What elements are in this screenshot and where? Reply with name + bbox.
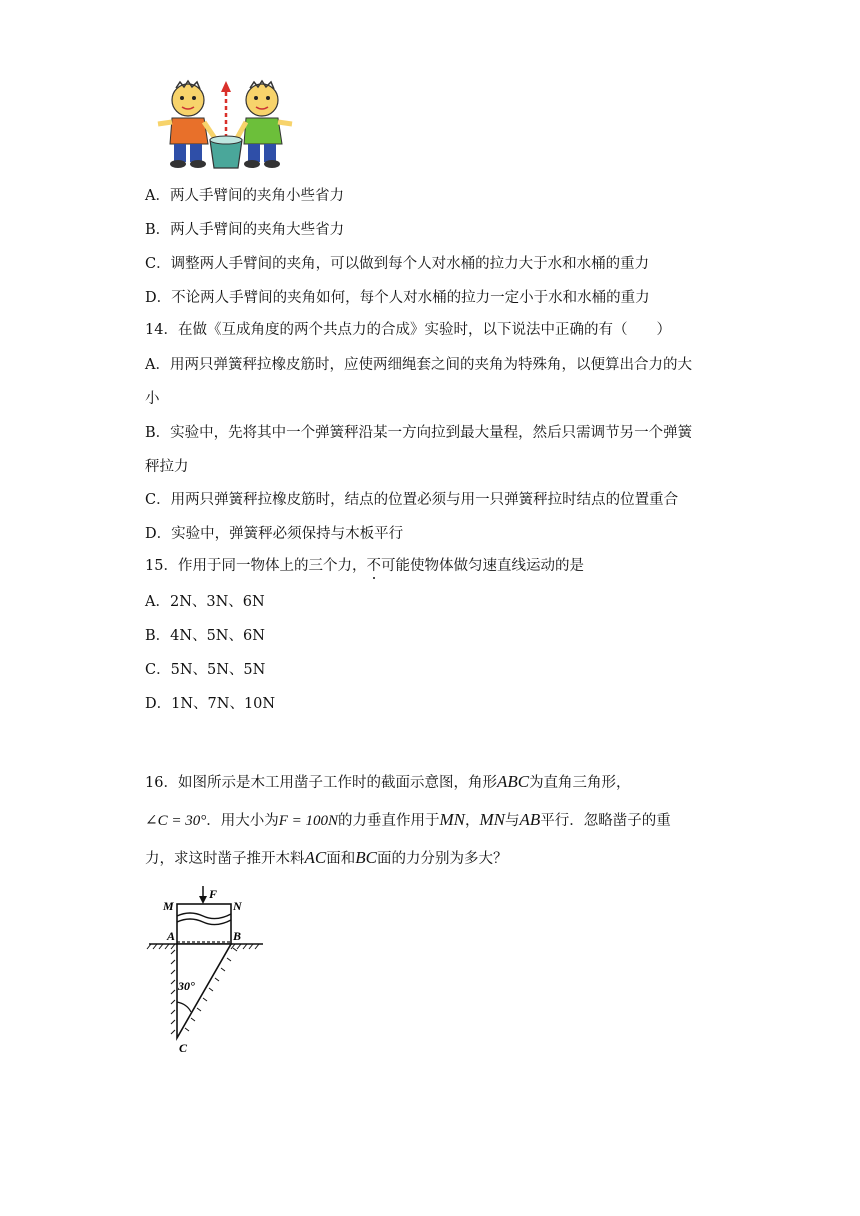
q14-option-b-line1: B．实验中，先将其中一个弹簧秤沿某一方向拉到最大量程，然后只需调节另一个弹簧 — [145, 425, 693, 441]
q16-mn: MN — [479, 810, 505, 829]
q16-text: 面的力分别为多大？ — [376, 851, 508, 867]
q15-stem-pre: 15．作用于同一物体上的三个力， — [145, 558, 367, 574]
q16-text: 面和 — [326, 851, 356, 867]
chisel-diagram — [145, 880, 270, 1055]
q16-text: 为直角三角形， — [529, 775, 631, 791]
q15-stem-emphasis: 不 — [366, 558, 381, 574]
label-a: A — [167, 929, 176, 943]
q16-abc: ABC — [496, 772, 530, 791]
label-n: N — [233, 899, 242, 913]
q15-option-b: B．4N、5N、6N — [145, 628, 265, 644]
q14-option-c: C．用两只弹簧秤拉橡皮筋时，结点的位置必须与用一只弹簧秤拉时结点的位置重合 — [145, 492, 679, 508]
q15-option-d: D．1N、7N、10N — [145, 696, 276, 712]
q14-option-a-line1: A．用两只弹簧秤拉橡皮筋时，应使两细绳套之间的夹角为特殊角，以便算出合力的大 — [145, 357, 692, 373]
q16-line3 — [145, 848, 507, 869]
q14-option-b-line2: 秤拉力 — [145, 459, 189, 475]
label-m: M — [163, 899, 174, 913]
q16-text: ， — [465, 813, 480, 829]
q16-ab: AB — [519, 810, 541, 829]
q15-stem-post: 可能使物体做匀速直线运动的是 — [380, 558, 584, 574]
label-b: B — [233, 929, 242, 943]
q16-text: 的力垂直作用于 — [338, 813, 440, 829]
q16-text: 16．如图所示是木工用凿子工作时的截面示意图，角形 — [145, 775, 497, 791]
q14-option-a-line2: 小 — [145, 391, 160, 407]
q16-force: F = 100N — [278, 813, 338, 829]
q16-ac: AC — [304, 848, 327, 867]
q16-text: 与 — [505, 813, 520, 829]
q16-line2 — [145, 810, 671, 831]
q13-option-d: D．不论两人手臂间的夹角如何，每个人对水桶的拉力一定小于水和水桶的重力 — [145, 290, 650, 306]
q15-stem — [145, 556, 584, 576]
q15-option-c: C．5N、5N、5N — [145, 662, 266, 678]
label-c: C — [179, 1041, 188, 1055]
q16-text: 力，求这时凿子推开木料 — [145, 851, 305, 867]
q14-option-d: D．实验中，弹簧秤必须保持与木板平行 — [145, 526, 404, 542]
q15-option-a: A．2N、3N、6N — [145, 594, 265, 610]
label-angle: 30° — [178, 979, 195, 993]
q16-text: ．用大小为 — [206, 813, 279, 829]
q14-stem: 14．在做《互成角度的两个共点力的合成》实验时，以下说法中正确的有（ ） — [145, 322, 671, 338]
q16-line1 — [145, 772, 631, 793]
two-kids-bucket-figure — [150, 78, 300, 174]
q13-option-a: A．两人手臂间的夹角小些省力 — [145, 188, 344, 204]
q16-bc: BC — [355, 848, 377, 867]
q16-mn: MN — [439, 810, 465, 829]
q13-option-b: B．两人手臂间的夹角大些省力 — [145, 222, 345, 238]
q16-text: 平行．忽略凿子的重 — [540, 813, 671, 829]
label-f: F — [209, 887, 218, 901]
q16-angle-c: ∠C = 30° — [145, 813, 207, 829]
q13-option-c: C．调整两人手臂间的夹角，可以做到每个人对水桶的拉力大于水和水桶的重力 — [145, 256, 650, 272]
